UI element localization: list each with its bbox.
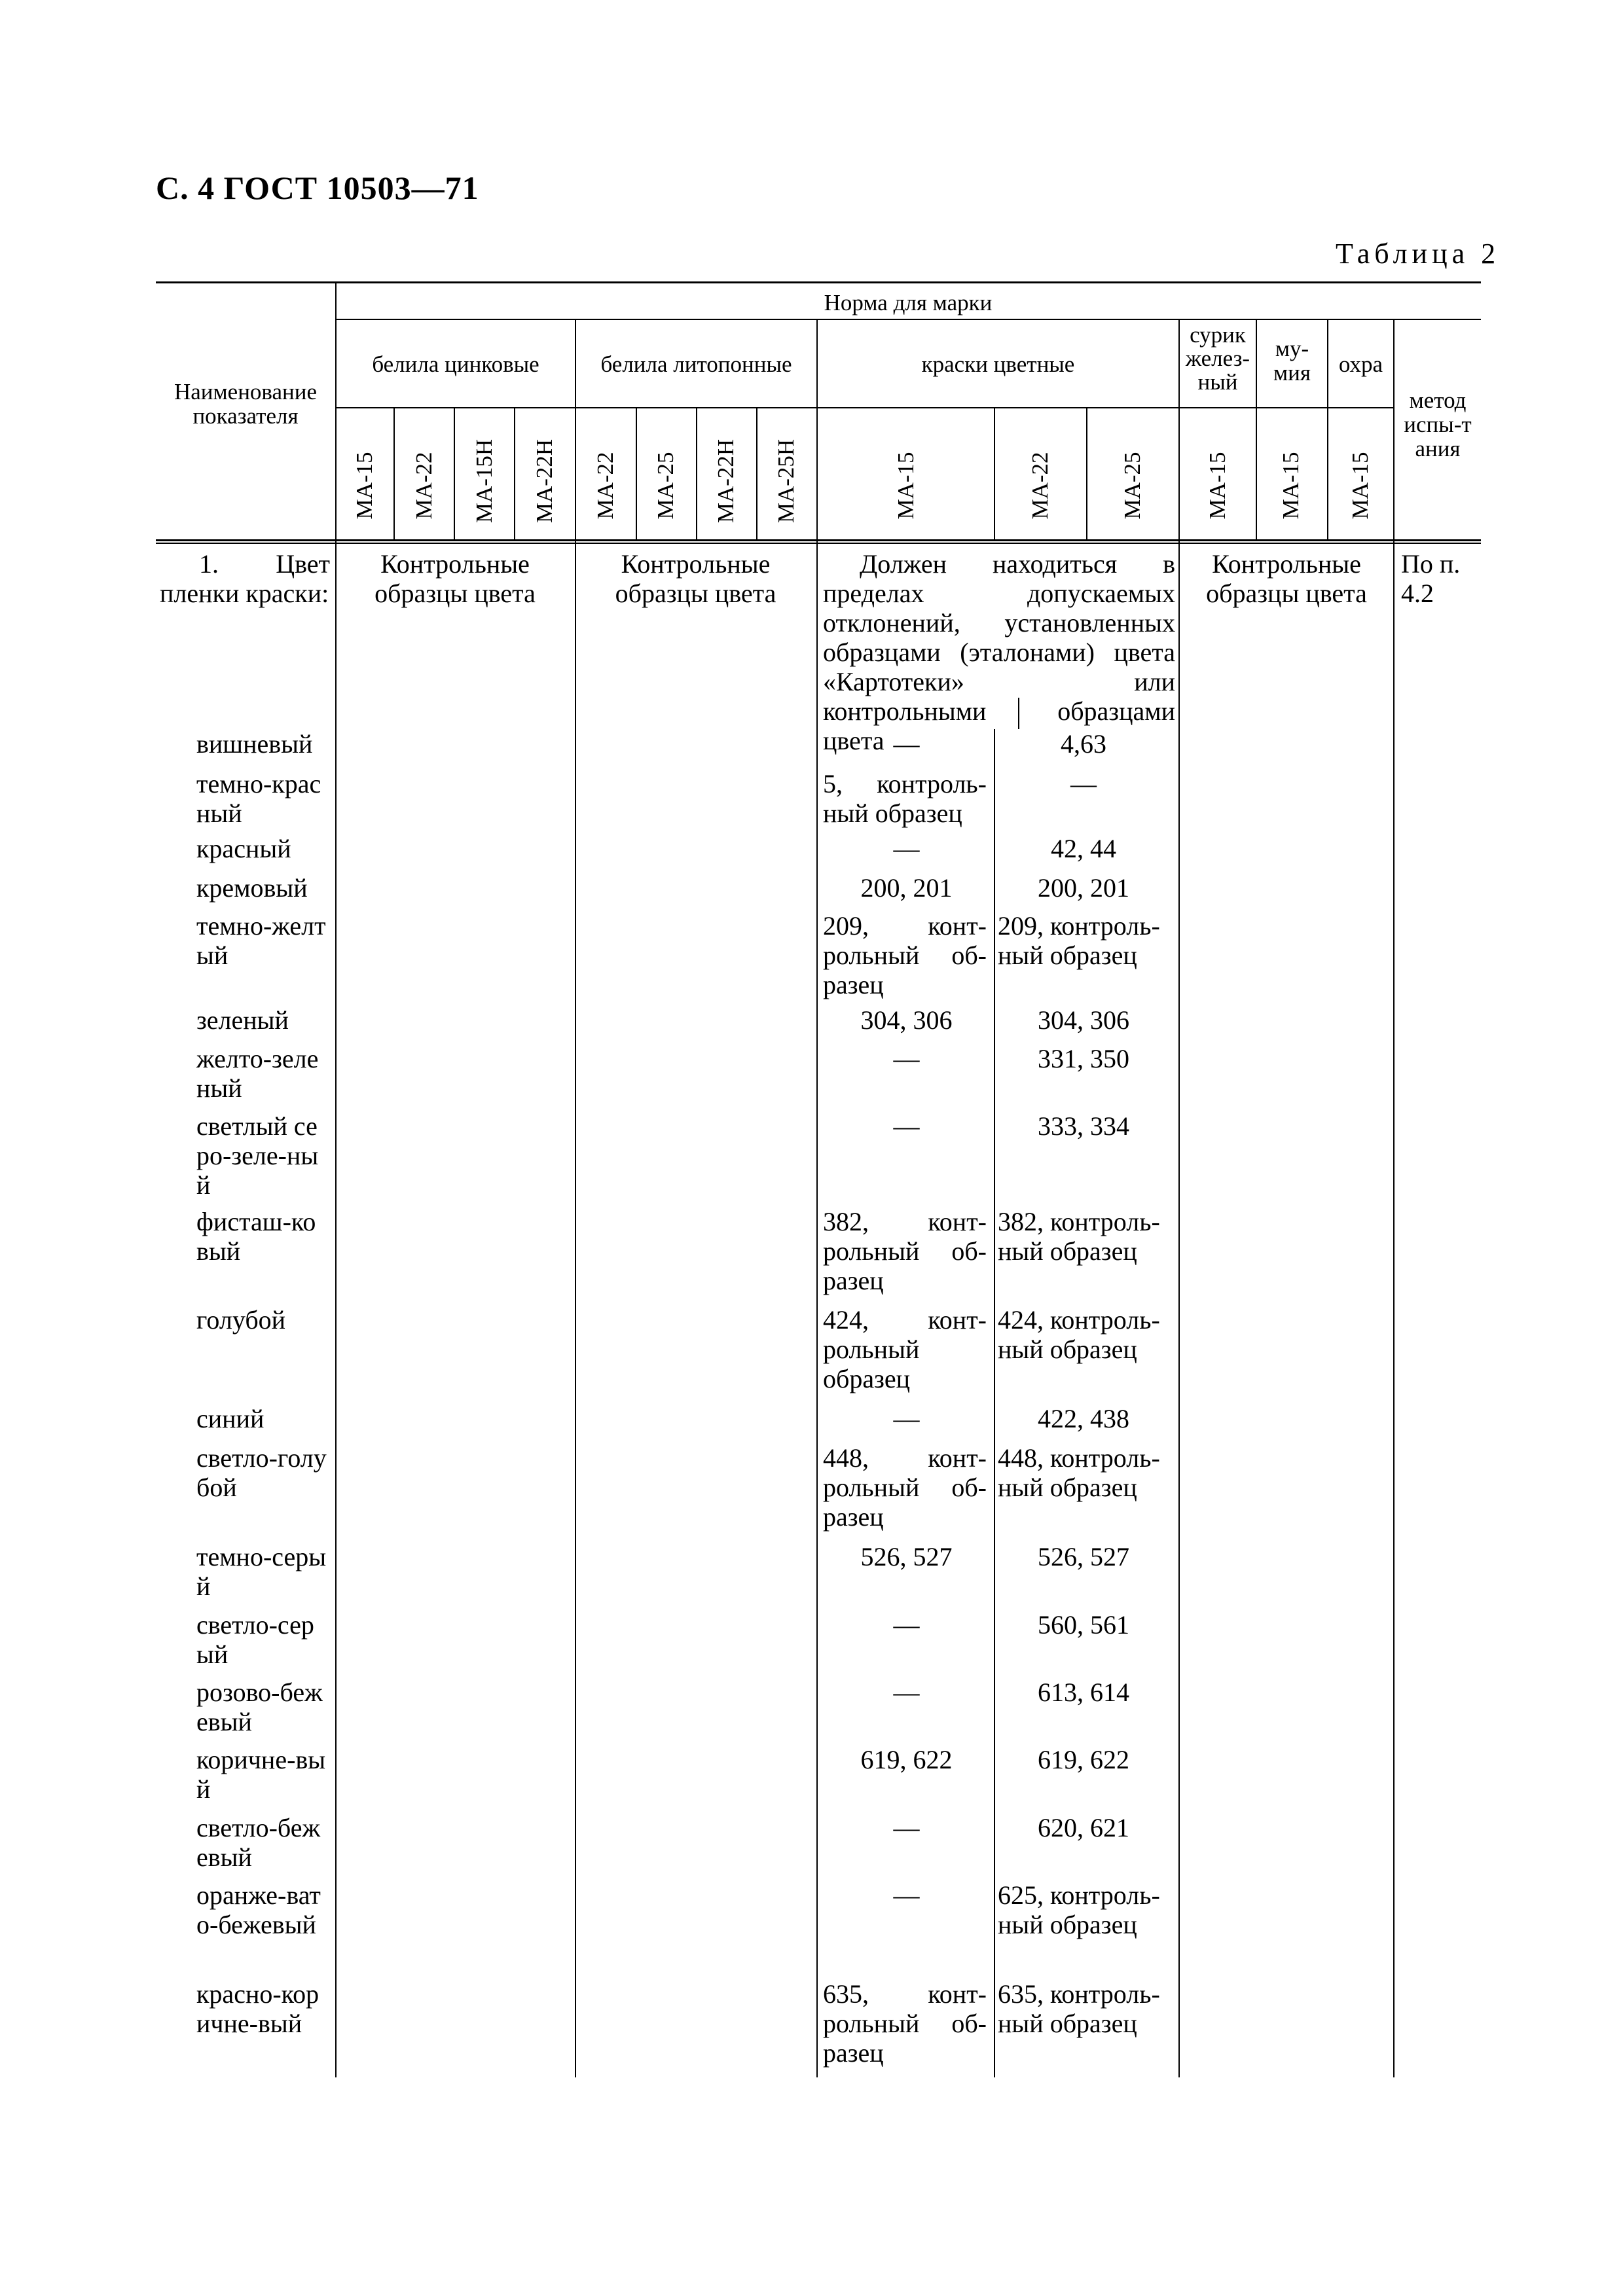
color-name: кремовый	[196, 873, 308, 903]
color-name: светлый серо-зеле-ный	[196, 1111, 319, 1200]
header-colored: краски цветные	[921, 351, 1075, 377]
color-name: светло-голубой	[196, 1443, 327, 1502]
color-value-ma22-25: 424, контроль-ный образец	[998, 1305, 1160, 1364]
brand-litho-3: МА-22Н	[713, 439, 739, 524]
rule-top	[156, 281, 1481, 283]
color-name: красный	[196, 834, 291, 863]
vline-zinc-end	[575, 319, 576, 2077]
color-value-ma22-25: 4,63	[1061, 729, 1106, 759]
color-value-ma22-25: 422, 438	[1038, 1404, 1129, 1433]
table-label: Таблица 2	[1336, 238, 1501, 270]
color-value-ma22-25: 635, контроль-ный образец	[998, 1979, 1160, 2038]
header-ochre: охра	[1338, 351, 1383, 377]
vline-z3	[514, 407, 515, 539]
vline-l1	[636, 407, 637, 539]
color-name: темно-красный	[196, 769, 321, 828]
color-name: светло-серый	[196, 1610, 314, 1669]
color-value-ma15: —	[893, 1044, 920, 1073]
color-name: красно-коричне-вый	[196, 1979, 319, 2038]
vline-c1	[994, 407, 995, 539]
color-name: желто-зеленый	[196, 1044, 319, 1103]
page-title: С. 4 ГОСТ 10503—71	[156, 170, 479, 206]
brand-zinc-3: МА-15Н	[471, 439, 497, 524]
brand-colored-3: МА-25	[1120, 452, 1145, 520]
brand-litho-1: МА-22	[593, 452, 618, 520]
color-name: голубой	[196, 1305, 286, 1335]
color-value-ma15: —	[893, 1111, 920, 1141]
header-mummy: му-мия	[1273, 336, 1311, 386]
header-norm: Норма для марки	[824, 290, 993, 315]
color-value-ma22-25: 619, 622	[1038, 1745, 1129, 1774]
color-value-ma15: 635, конт-рольный об-разец	[823, 1979, 987, 2068]
color-value-ma22-25: 560, 561	[1038, 1610, 1129, 1640]
color-name: вишневый	[196, 729, 313, 759]
split-colored	[994, 729, 995, 2077]
color-name: коричне-вый	[196, 1745, 326, 1804]
color-value-ma22-25: —	[1070, 769, 1097, 798]
color-value-ma22-25: 331, 350	[1038, 1044, 1129, 1073]
color-value-ma22-25: 625, контроль-ный образец	[998, 1880, 1160, 1939]
vline-colored-end	[1178, 319, 1180, 2077]
row1-method: По п. 4.2	[1401, 549, 1461, 608]
color-value-ma22-25: 382, контроль-ный образец	[998, 1207, 1160, 1266]
vline-litho-end	[816, 319, 818, 2077]
color-value-ma15: 209, конт-рольный об-разец	[823, 911, 987, 999]
brand-ochre: МА-15	[1347, 452, 1373, 520]
rule-norm	[335, 319, 1481, 320]
vline-method	[1393, 319, 1395, 2077]
vline-z2	[454, 407, 455, 539]
color-value-ma15: 448, конт-рольный об-разец	[823, 1443, 987, 1532]
header-minium: сурик желез-ный	[1185, 322, 1250, 395]
color-value-ma15: —	[893, 1813, 920, 1842]
vline-l2	[696, 407, 697, 539]
brand-zinc-4: МА-22Н	[532, 439, 557, 524]
color-value-ma15: —	[893, 1880, 920, 1910]
color-value-ma15: 200, 201	[860, 873, 953, 903]
brand-zinc-1: МА-15	[352, 452, 377, 520]
brand-colored-1: МА-15	[893, 452, 919, 520]
brand-colored-2: МА-22	[1027, 452, 1053, 520]
color-name: зеленый	[196, 1005, 289, 1035]
color-value-ma22-25: 304, 306	[1038, 1005, 1129, 1035]
row1-minium-group: Контрольные образцы цвета	[1206, 549, 1367, 608]
color-value-ma15: —	[893, 1677, 920, 1707]
color-name: оранже-вато-бежевый	[196, 1880, 321, 1939]
color-name: фисташ-ковый	[196, 1207, 316, 1266]
header-zinc: белила цинковые	[372, 351, 539, 377]
vline-indicator	[335, 281, 337, 2077]
color-name: синий	[196, 1404, 264, 1433]
color-value-ma22-25: 613, 614	[1038, 1677, 1129, 1707]
color-value-ma15: —	[893, 1610, 920, 1640]
brand-minium: МА-15	[1205, 452, 1230, 520]
rule-groups	[335, 407, 1393, 408]
vline-l3	[756, 407, 757, 539]
color-name: темно-желтый	[196, 911, 326, 970]
header-indicator: Наименование показателя	[173, 379, 318, 429]
color-value-ma22-25: 200, 201	[1038, 873, 1129, 903]
color-name: темно-серый	[196, 1542, 327, 1601]
color-name: светло-бежевый	[196, 1813, 321, 1872]
color-value-ma15: 424, конт-рольный образец	[823, 1305, 987, 1393]
color-value-ma22-25: 448, контроль-ный образец	[998, 1443, 1160, 1502]
brand-mummy: МА-15	[1278, 452, 1304, 520]
brand-litho-2: МА-25	[653, 452, 678, 520]
color-value-ma15: —	[893, 729, 920, 759]
color-value-ma15: 382, конт-рольный об-разец	[823, 1207, 987, 1295]
color-value-ma15: 304, 306	[860, 1005, 953, 1035]
rule-header-bottom	[156, 539, 1481, 541]
color-name: розово-бежевый	[196, 1677, 323, 1736]
color-value-ma22-25: 42, 44	[1051, 834, 1116, 863]
brand-litho-4: МА-25Н	[773, 439, 799, 524]
color-value-ma15: 526, 527	[860, 1542, 953, 1571]
row1-name: 1. Цвет пленки краски:	[160, 549, 330, 608]
color-value-ma15: —	[893, 834, 920, 863]
color-value-ma22-25: 333, 334	[1038, 1111, 1129, 1141]
color-value-ma15: 619, 622	[860, 1745, 953, 1774]
header-lithopone: белила литопонные	[600, 351, 792, 377]
row1-colored: Должен находиться в пределах допускаемых отклонений, установленных образцами (эталонами) цвета «Картотеки» или контрольными образцами цвета	[823, 549, 1175, 755]
rule-header-bottom2	[156, 543, 1481, 544]
vline-c2	[1086, 407, 1087, 539]
color-value-ma22-25: 620, 621	[1038, 1813, 1129, 1842]
color-value-ma22-25: 526, 527	[1038, 1542, 1129, 1571]
color-value-ma15: 5, контроль-ный образец	[823, 769, 987, 828]
row1-zinc: Контрольные образцы цвета	[374, 549, 536, 608]
header-method: метод испы-тания	[1404, 387, 1472, 461]
brand-zinc-2: МА-22	[411, 452, 437, 520]
color-value-ma15: —	[893, 1404, 920, 1433]
row1-lithopone: Контрольные образцы цвета	[615, 549, 776, 608]
vline-z1	[393, 407, 395, 539]
color-value-ma22-25: 209, контроль-ный образец	[998, 911, 1160, 970]
